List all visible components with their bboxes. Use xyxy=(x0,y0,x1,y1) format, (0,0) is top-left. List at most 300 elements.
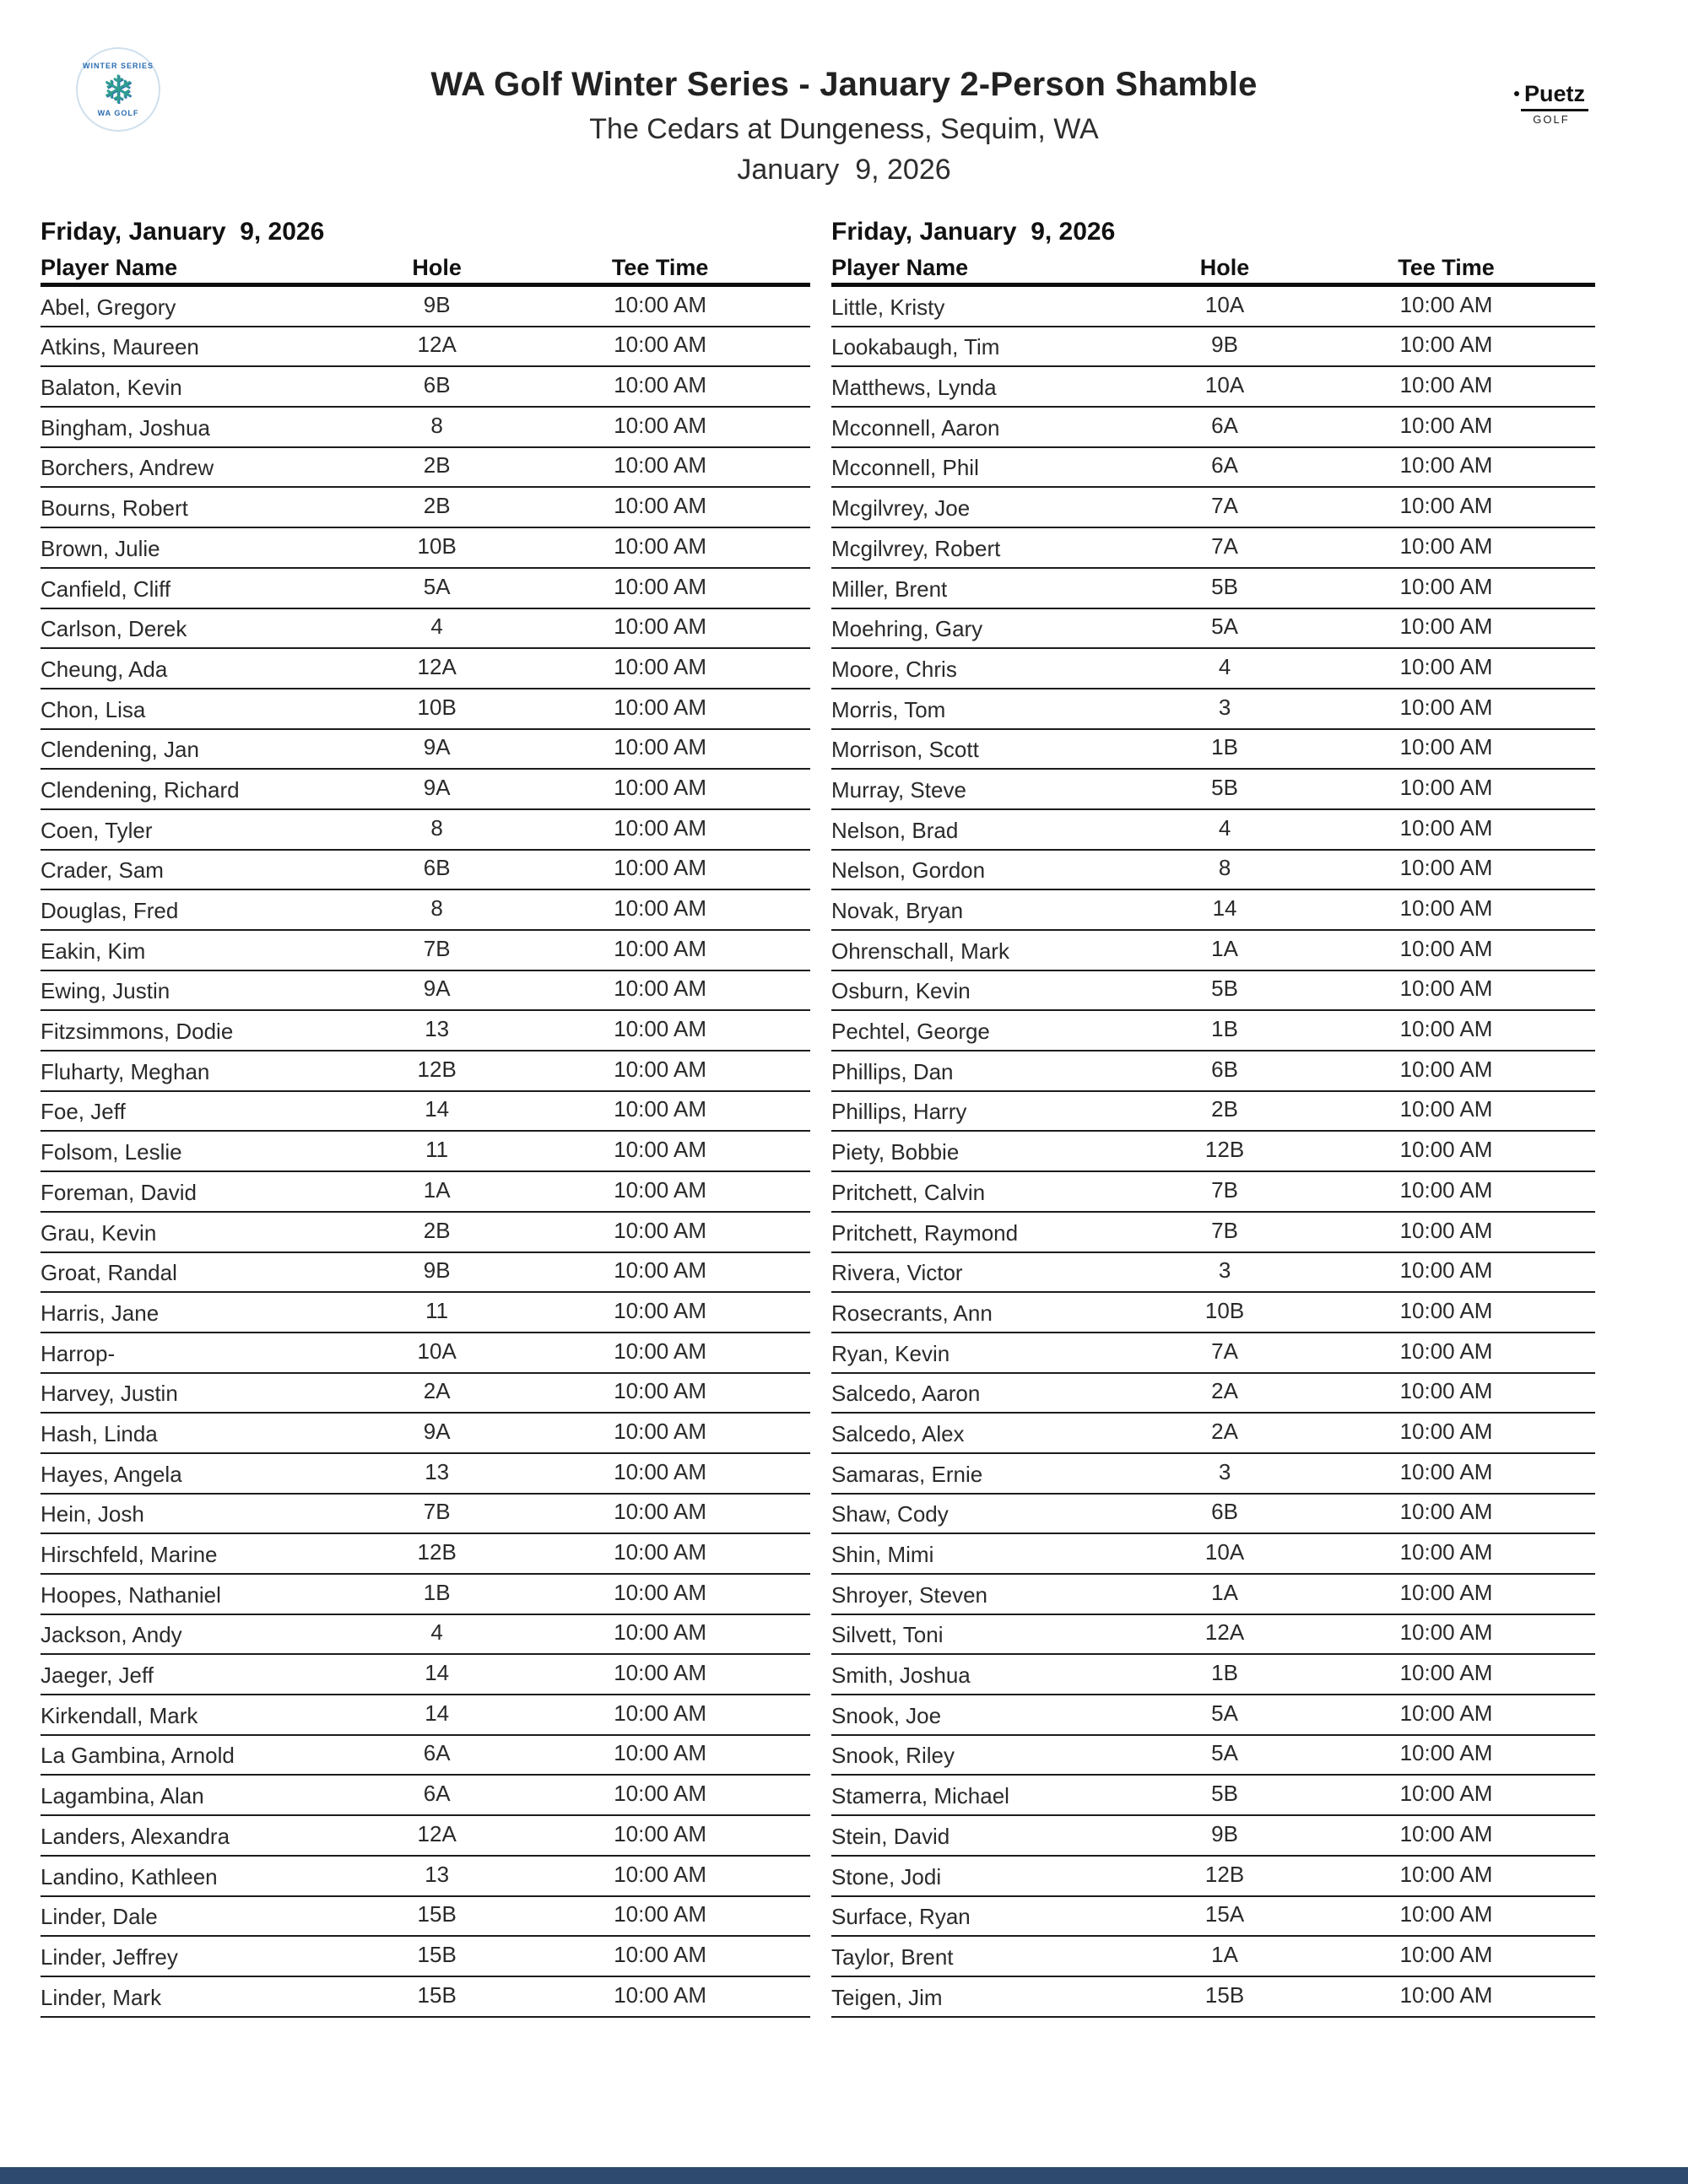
row-tee-time: 10:00 AM xyxy=(1399,895,1493,921)
row-hole: 9B xyxy=(1211,1820,1238,1846)
row-hole: 9A xyxy=(423,734,451,760)
table-row xyxy=(831,1695,1595,1736)
row-player-name: Landers, Alexandra xyxy=(41,1823,230,1849)
row-tee-time: 10:00 AM xyxy=(614,412,707,438)
row-player-name: Shaw, Cody xyxy=(831,1501,949,1527)
row-hole: 10B xyxy=(417,694,457,720)
table-row xyxy=(831,569,1595,609)
row-hole: 2B xyxy=(423,1217,451,1243)
table-row xyxy=(831,890,1595,931)
row-tee-time: 10:00 AM xyxy=(614,1740,707,1766)
table-row xyxy=(41,1776,810,1816)
row-player-name: Hein, Josh xyxy=(41,1501,144,1527)
row-hole: 7B xyxy=(1211,1217,1238,1243)
table-row xyxy=(831,1534,1595,1575)
row-player-name: Linder, Jeffrey xyxy=(41,1943,178,1970)
row-tee-time: 10:00 AM xyxy=(614,1257,707,1284)
row-tee-time: 10:00 AM xyxy=(1399,1660,1493,1686)
table-row xyxy=(41,1816,810,1857)
table-row xyxy=(41,1736,810,1776)
row-hole: 4 xyxy=(1218,653,1231,679)
event-date: January 9, 2026 xyxy=(737,154,951,186)
row-hole: 6A xyxy=(423,1781,451,1807)
row-tee-time: 10:00 AM xyxy=(1399,1901,1493,1927)
row-hole: 14 xyxy=(425,1700,450,1726)
row-hole: 6B xyxy=(423,372,451,398)
row-tee-time: 10:00 AM xyxy=(1399,412,1493,438)
row-tee-time: 10:00 AM xyxy=(1399,452,1493,478)
table-row xyxy=(831,1454,1595,1495)
row-player-name: Salcedo, Alex xyxy=(831,1420,965,1446)
table-row xyxy=(831,287,1595,327)
row-tee-time: 10:00 AM xyxy=(1399,372,1493,398)
table-row xyxy=(831,448,1595,489)
row-tee-time: 10:00 AM xyxy=(1399,332,1493,358)
row-tee-time: 10:00 AM xyxy=(614,1499,707,1525)
row-tee-time: 10:00 AM xyxy=(1399,1016,1493,1042)
row-player-name: Clendening, Richard xyxy=(41,776,240,803)
row-player-name: Snook, Riley xyxy=(831,1743,955,1769)
page-title: WA Golf Winter Series - January 2-Person Shamble xyxy=(430,66,1258,103)
row-hole: 8 xyxy=(430,895,443,921)
row-player-name: Carlson, Derek xyxy=(41,616,187,642)
row-player-name: Matthews, Lynda xyxy=(831,375,997,401)
row-tee-time: 10:00 AM xyxy=(614,653,707,679)
row-player-name: Balaton, Kevin xyxy=(41,375,182,401)
row-player-name: Canfield, Cliff xyxy=(41,576,171,602)
table-row xyxy=(41,1534,810,1575)
row-player-name: Kirkendall, Mark xyxy=(41,1702,198,1728)
row-player-name: Linder, Dale xyxy=(41,1904,158,1930)
table-row xyxy=(41,971,810,1012)
row-tee-time: 10:00 AM xyxy=(1399,1176,1493,1203)
row-hole: 12B xyxy=(1204,1137,1245,1163)
row-tee-time: 10:00 AM xyxy=(1399,855,1493,881)
table-row xyxy=(41,1857,810,1897)
row-player-name: Foreman, David xyxy=(41,1179,197,1205)
row-tee-time: 10:00 AM xyxy=(614,1781,707,1807)
row-hole: 14 xyxy=(425,1660,450,1686)
table-row xyxy=(831,770,1595,810)
table-row xyxy=(831,1132,1595,1172)
puetz-golf-logo xyxy=(1514,81,1588,126)
row-tee-time: 10:00 AM xyxy=(1399,532,1493,559)
row-player-name: Pritchett, Calvin xyxy=(831,1179,986,1205)
row-player-name: Cheung, Ada xyxy=(41,656,168,682)
row-tee-time: 10:00 AM xyxy=(614,1941,707,1967)
row-tee-time: 10:00 AM xyxy=(614,452,707,478)
row-player-name: Nelson, Gordon xyxy=(831,857,986,884)
row-tee-time: 10:00 AM xyxy=(614,814,707,841)
row-tee-time: 10:00 AM xyxy=(614,291,707,317)
row-hole: 2A xyxy=(423,1378,451,1404)
column-header-tee-time: Tee Time xyxy=(611,255,709,280)
row-hole: 4 xyxy=(430,614,443,640)
row-hole: 12A xyxy=(417,653,457,679)
row-hole: 7A xyxy=(1211,1338,1238,1364)
row-tee-time: 10:00 AM xyxy=(614,1458,707,1484)
row-player-name: Jackson, Andy xyxy=(41,1622,182,1648)
table-header-row xyxy=(831,255,1595,287)
table-row xyxy=(831,1897,1595,1938)
row-hole: 6B xyxy=(423,855,451,881)
row-player-name: Stein, David xyxy=(831,1823,950,1849)
table-header-row xyxy=(41,255,810,287)
table-row xyxy=(831,1857,1595,1897)
row-player-name: Fitzsimmons, Dodie xyxy=(41,1019,234,1045)
row-player-name: Taylor, Brent xyxy=(831,1943,954,1970)
table-row xyxy=(41,609,810,650)
table-row xyxy=(41,1333,810,1374)
row-player-name: Linder, Mark xyxy=(41,1984,162,2010)
row-player-name: Snook, Joe xyxy=(831,1702,942,1728)
table-row xyxy=(41,851,810,891)
row-hole: 3 xyxy=(1218,694,1231,720)
row-player-name: Hayes, Angela xyxy=(41,1461,182,1487)
row-player-name: Jaeger, Jeff xyxy=(41,1662,154,1689)
row-player-name: Harrop- xyxy=(41,1340,116,1366)
row-tee-time: 10:00 AM xyxy=(1399,1056,1493,1082)
row-player-name: Brown, Julie xyxy=(41,535,160,561)
row-hole: 1B xyxy=(1211,734,1238,760)
row-hole: 2B xyxy=(423,452,451,478)
row-player-name: Salcedo, Aaron xyxy=(831,1381,981,1407)
table-row xyxy=(41,1011,810,1051)
row-hole: 12B xyxy=(417,1056,457,1082)
row-player-name: Morris, Tom xyxy=(831,696,946,722)
row-player-name: Bingham, Joshua xyxy=(41,414,210,441)
row-hole: 5A xyxy=(1211,1700,1238,1726)
row-tee-time: 10:00 AM xyxy=(1399,694,1493,720)
row-hole: 15B xyxy=(417,1941,457,1967)
footer-accent-bar xyxy=(0,2167,1688,2184)
snowflake-icon: ❄ xyxy=(101,68,135,111)
row-tee-time: 10:00 AM xyxy=(614,774,707,800)
table-row xyxy=(831,1293,1595,1333)
table-body xyxy=(831,287,1595,2018)
row-hole: 12B xyxy=(417,1539,457,1565)
table-row xyxy=(831,1011,1595,1051)
row-tee-time: 10:00 AM xyxy=(614,1016,707,1042)
table-row xyxy=(41,1615,810,1656)
row-hole: 13 xyxy=(425,1861,450,1887)
row-hole: 5A xyxy=(1211,1740,1238,1766)
table-row xyxy=(41,890,810,931)
table-row xyxy=(41,327,810,368)
table-row xyxy=(41,649,810,689)
row-tee-time: 10:00 AM xyxy=(1399,291,1493,317)
row-hole: 4 xyxy=(430,1619,443,1646)
row-tee-time: 10:00 AM xyxy=(1399,1941,1493,1967)
row-player-name: Phillips, Dan xyxy=(831,1058,954,1084)
row-tee-time: 10:00 AM xyxy=(1399,1981,1493,2008)
row-hole: 5A xyxy=(423,573,451,599)
row-hole: 13 xyxy=(425,1016,450,1042)
row-tee-time: 10:00 AM xyxy=(1399,734,1493,760)
row-tee-time: 10:00 AM xyxy=(614,1861,707,1887)
table-row xyxy=(41,408,810,448)
table-row xyxy=(831,327,1595,368)
row-player-name: Lagambina, Alan xyxy=(41,1783,204,1809)
row-player-name: Atkins, Maureen xyxy=(41,334,199,360)
row-player-name: Stamerra, Michael xyxy=(831,1783,1009,1809)
table-row xyxy=(831,1977,1595,2018)
row-player-name: Coen, Tyler xyxy=(41,817,153,843)
table-row xyxy=(41,730,810,770)
table-row xyxy=(41,367,810,408)
row-player-name: Harvey, Justin xyxy=(41,1381,178,1407)
row-hole: 3 xyxy=(1218,1257,1231,1284)
row-tee-time: 10:00 AM xyxy=(614,1378,707,1404)
table-row xyxy=(41,1253,810,1294)
row-tee-time: 10:00 AM xyxy=(1399,1700,1493,1726)
table-row xyxy=(41,689,810,730)
table-row xyxy=(41,1937,810,1977)
column-header-player-name: Player Name xyxy=(831,255,969,280)
row-hole: 6A xyxy=(1211,452,1238,478)
row-player-name: Folsom, Leslie xyxy=(41,1139,182,1165)
row-hole: 15B xyxy=(417,1981,457,2008)
row-tee-time: 10:00 AM xyxy=(1399,1740,1493,1766)
table-row xyxy=(41,569,810,609)
row-hole: 12B xyxy=(1204,1861,1245,1887)
puetz-dot-icon xyxy=(1514,91,1519,96)
table-row xyxy=(831,1253,1595,1294)
row-tee-time: 10:00 AM xyxy=(614,1820,707,1846)
row-tee-time: 10:00 AM xyxy=(614,1056,707,1082)
row-hole: 3 xyxy=(1218,1458,1231,1484)
row-tee-time: 10:00 AM xyxy=(614,1137,707,1163)
row-player-name: Nelson, Brad xyxy=(831,817,959,843)
table-row xyxy=(41,287,810,327)
row-hole: 5A xyxy=(1211,614,1238,640)
row-player-name: Rosecrants, Ann xyxy=(831,1300,993,1326)
row-hole: 9A xyxy=(423,976,451,1002)
row-player-name: Mcconnell, Aaron xyxy=(831,414,1000,441)
row-player-name: Shin, Mimi xyxy=(831,1542,934,1567)
puetz-brand-name: Puetz xyxy=(1521,81,1588,111)
row-player-name: Hirschfeld, Marine xyxy=(41,1542,218,1567)
row-player-name: Ohrenschall, Mark xyxy=(831,938,1009,964)
row-player-name: Fluharty, Meghan xyxy=(41,1058,210,1084)
table-row xyxy=(831,1937,1595,1977)
row-hole: 9B xyxy=(423,1257,451,1284)
table-row xyxy=(41,1897,810,1938)
row-player-name: Miller, Brent xyxy=(831,576,948,602)
row-tee-time: 10:00 AM xyxy=(614,332,707,358)
row-player-name: Eakin, Kim xyxy=(41,938,146,964)
table-row xyxy=(831,1213,1595,1253)
table-row xyxy=(831,1655,1595,1695)
row-hole: 11 xyxy=(425,1137,449,1163)
row-tee-time: 10:00 AM xyxy=(614,372,707,398)
row-hole: 9B xyxy=(423,291,451,317)
row-tee-time: 10:00 AM xyxy=(1399,1619,1493,1646)
row-player-name: La Gambina, Arnold xyxy=(41,1743,235,1769)
table-row xyxy=(831,1051,1595,1092)
row-hole: 4 xyxy=(1218,814,1231,841)
row-player-name: Moore, Chris xyxy=(831,656,957,682)
row-player-name: Hash, Linda xyxy=(41,1420,158,1446)
row-hole: 5B xyxy=(1211,573,1238,599)
row-hole: 1A xyxy=(1211,1941,1238,1967)
row-tee-time: 10:00 AM xyxy=(614,1660,707,1686)
row-hole: 2B xyxy=(423,493,451,519)
column-header-player-name: Player Name xyxy=(41,255,178,280)
row-player-name: Little, Kristy xyxy=(831,294,945,320)
row-tee-time: 10:00 AM xyxy=(1399,814,1493,841)
row-player-name: Clendening, Jan xyxy=(41,737,199,763)
table-row xyxy=(831,649,1595,689)
row-player-name: Pritchett, Raymond xyxy=(831,1219,1019,1246)
row-hole: 6B xyxy=(1211,1499,1238,1525)
row-hole: 15B xyxy=(1204,1981,1245,2008)
table-row xyxy=(831,851,1595,891)
logo-arc-top-text: WINTER SERIES xyxy=(82,62,154,70)
row-player-name: Mcgilvrey, Joe xyxy=(831,495,971,522)
row-tee-time: 10:00 AM xyxy=(614,1901,707,1927)
row-tee-time: 10:00 AM xyxy=(614,573,707,599)
row-tee-time: 10:00 AM xyxy=(1399,1458,1493,1484)
table-row xyxy=(831,689,1595,730)
row-tee-time: 10:00 AM xyxy=(1399,1499,1493,1525)
row-tee-time: 10:00 AM xyxy=(1399,1861,1493,1887)
table-row xyxy=(41,448,810,489)
row-tee-time: 10:00 AM xyxy=(614,694,707,720)
row-tee-time: 10:00 AM xyxy=(1399,573,1493,599)
column-header-tee-time: Tee Time xyxy=(1398,255,1495,280)
row-player-name: Samaras, Ernie xyxy=(831,1461,983,1487)
row-tee-time: 10:00 AM xyxy=(614,1297,707,1323)
row-tee-time: 10:00 AM xyxy=(614,935,707,961)
row-tee-time: 10:00 AM xyxy=(614,1700,707,1726)
row-hole: 6B xyxy=(1211,1056,1238,1082)
row-hole: 14 xyxy=(425,1096,450,1122)
row-hole: 5B xyxy=(1211,976,1238,1002)
row-tee-time: 10:00 AM xyxy=(614,532,707,559)
row-player-name: Crader, Sam xyxy=(41,857,164,884)
row-hole: 10A xyxy=(1204,372,1245,398)
row-player-name: Chon, Lisa xyxy=(41,696,146,722)
row-hole: 1B xyxy=(1211,1660,1238,1686)
row-tee-time: 10:00 AM xyxy=(614,1418,707,1444)
row-tee-time: 10:00 AM xyxy=(614,895,707,921)
row-tee-time: 10:00 AM xyxy=(614,855,707,881)
row-player-name: Ewing, Justin xyxy=(41,978,170,1004)
row-hole: 5B xyxy=(1211,774,1238,800)
row-tee-time: 10:00 AM xyxy=(614,1579,707,1605)
row-tee-time: 10:00 AM xyxy=(614,1096,707,1122)
table-row xyxy=(41,931,810,971)
table-row xyxy=(41,488,810,528)
row-tee-time: 10:00 AM xyxy=(1399,1297,1493,1323)
table-row xyxy=(41,1414,810,1454)
puetz-brand-golf: GOLF xyxy=(1533,113,1570,126)
row-tee-time: 10:00 AM xyxy=(1399,774,1493,800)
table-row xyxy=(831,367,1595,408)
logo-arc-bottom-text: WA GOLF xyxy=(97,109,139,117)
row-tee-time: 10:00 AM xyxy=(614,493,707,519)
table-row xyxy=(831,1776,1595,1816)
row-tee-time: 10:00 AM xyxy=(1399,1539,1493,1565)
row-player-name: Douglas, Fred xyxy=(41,898,179,923)
row-hole: 8 xyxy=(430,814,443,841)
table-row xyxy=(41,1575,810,1615)
table-row xyxy=(831,1495,1595,1535)
table-row xyxy=(41,1293,810,1333)
row-hole: 10B xyxy=(417,532,457,559)
column-header-hole: Hole xyxy=(1199,255,1250,280)
row-hole: 1B xyxy=(1211,1016,1238,1042)
row-hole: 10B xyxy=(1204,1297,1245,1323)
row-tee-time: 10:00 AM xyxy=(614,1176,707,1203)
row-player-name: Novak, Bryan xyxy=(831,898,964,923)
row-tee-time: 10:00 AM xyxy=(614,1981,707,2008)
row-player-name: Ryan, Kevin xyxy=(831,1340,950,1366)
row-player-name: Mcconnell, Phil xyxy=(831,455,979,481)
row-hole: 14 xyxy=(1212,895,1237,921)
row-tee-time: 10:00 AM xyxy=(614,614,707,640)
table-row xyxy=(831,1414,1595,1454)
row-hole: 7B xyxy=(1211,1176,1238,1203)
row-tee-time: 10:00 AM xyxy=(1399,1217,1493,1243)
row-tee-time: 10:00 AM xyxy=(1399,1096,1493,1122)
table-row xyxy=(41,1172,810,1213)
table-row xyxy=(41,770,810,810)
row-player-name: Osburn, Kevin xyxy=(831,978,971,1004)
row-hole: 10A xyxy=(417,1338,457,1364)
row-tee-time: 10:00 AM xyxy=(614,976,707,1002)
row-hole: 5B xyxy=(1211,1781,1238,1807)
row-tee-time: 10:00 AM xyxy=(1399,1820,1493,1846)
row-tee-time: 10:00 AM xyxy=(614,1619,707,1646)
row-tee-time: 10:00 AM xyxy=(1399,1137,1493,1163)
row-hole: 7A xyxy=(1211,532,1238,559)
table-row xyxy=(831,609,1595,650)
row-player-name: Groat, Randal xyxy=(41,1260,177,1286)
row-tee-time: 10:00 AM xyxy=(614,1217,707,1243)
row-tee-time: 10:00 AM xyxy=(1399,493,1493,519)
row-tee-time: 10:00 AM xyxy=(1399,1257,1493,1284)
row-player-name: Abel, Gregory xyxy=(41,294,176,320)
row-hole: 10A xyxy=(1204,291,1245,317)
row-player-name: Hoopes, Nathaniel xyxy=(41,1581,221,1608)
table-row xyxy=(41,1374,810,1414)
table-row xyxy=(41,1495,810,1535)
row-player-name: Rivera, Victor xyxy=(831,1260,963,1286)
row-player-name: Grau, Kevin xyxy=(41,1219,157,1246)
row-tee-time: 10:00 AM xyxy=(1399,1579,1493,1605)
row-hole: 12A xyxy=(417,332,457,358)
row-tee-time: 10:00 AM xyxy=(614,1338,707,1364)
row-player-name: Smith, Joshua xyxy=(831,1662,971,1689)
row-tee-time: 10:00 AM xyxy=(1399,976,1493,1002)
table-row xyxy=(41,1655,810,1695)
table-row xyxy=(831,408,1595,448)
row-hole: 13 xyxy=(425,1458,450,1484)
row-player-name: Pechtel, George xyxy=(831,1019,990,1045)
row-hole: 6A xyxy=(1211,412,1238,438)
row-player-name: Moehring, Gary xyxy=(831,616,983,642)
row-hole: 1A xyxy=(423,1176,451,1203)
row-player-name: Piety, Bobbie xyxy=(831,1139,960,1165)
row-hole: 8 xyxy=(1218,855,1231,881)
table-row xyxy=(831,1172,1595,1213)
tee-time-column-left xyxy=(41,218,810,2018)
row-hole: 9B xyxy=(1211,332,1238,358)
table-row xyxy=(831,810,1595,851)
table-row xyxy=(41,1132,810,1172)
